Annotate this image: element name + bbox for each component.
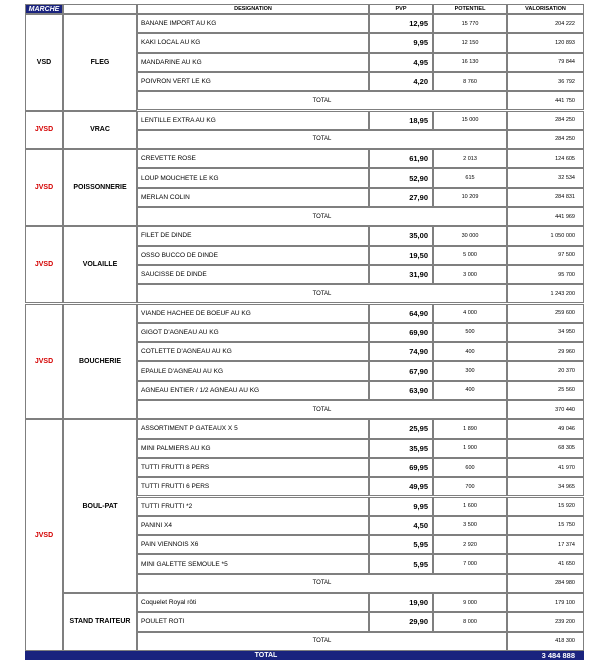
item-designation: LENTILLE EXTRA AU KG	[137, 111, 369, 130]
section-name: POISSONNERIE	[63, 149, 137, 226]
section-total-value: 418 300	[507, 632, 584, 651]
item-potentiel: 600	[433, 458, 507, 477]
item-pvp: 29,90	[369, 612, 433, 631]
item-valorisation: 32 534	[507, 168, 584, 187]
section-total-value: 370 440	[507, 400, 584, 419]
item-pvp: 31,90	[369, 265, 433, 284]
item-pvp: 35,00	[369, 226, 433, 245]
section-name: FLEG	[63, 14, 137, 111]
item-designation: KAKI LOCAL AU KG	[137, 33, 369, 52]
item-designation: AGNEAU ENTIER / 1/2 AGNEAU AU KG	[137, 381, 369, 400]
section-total-label: TOTAL	[137, 632, 507, 651]
item-valorisation: 41 650	[507, 554, 584, 573]
item-pvp: 9,95	[369, 497, 433, 516]
item-valorisation: 41 970	[507, 458, 584, 477]
item-valorisation: 79 844	[507, 53, 584, 72]
item-valorisation: 179 100	[507, 593, 584, 612]
item-valorisation: 36 792	[507, 72, 584, 91]
item-designation: MINI PALMIERS AU KG	[137, 439, 369, 458]
item-valorisation: 34 950	[507, 323, 584, 342]
item-pvp: 12,95	[369, 14, 433, 33]
marche-label: JVSD	[25, 149, 63, 226]
item-pvp: 4,20	[369, 72, 433, 91]
item-potentiel: 15 770	[433, 14, 507, 33]
section-name: BOUL-PAT	[63, 419, 137, 593]
table-header	[25, 4, 584, 14]
item-valorisation: 15 750	[507, 516, 584, 535]
item-potentiel: 16 130	[433, 53, 507, 72]
item-valorisation: 259 600	[507, 304, 584, 323]
section-total-value: 1 243 200	[507, 284, 584, 303]
section-total-label: TOTAL	[137, 130, 507, 149]
item-pvp: 4,50	[369, 516, 433, 535]
item-pvp: 19,90	[369, 593, 433, 612]
item-potentiel: 3 500	[433, 516, 507, 535]
marche-label: JVSD	[25, 304, 63, 420]
item-pvp: 63,90	[369, 381, 433, 400]
item-potentiel: 9 000	[433, 593, 507, 612]
item-designation: GIGOT D'AGNEAU AU KG	[137, 323, 369, 342]
item-pvp: 19,50	[369, 246, 433, 265]
item-valorisation: 25 560	[507, 381, 584, 400]
item-designation: MANDARINE AU KG	[137, 53, 369, 72]
grand-total-label: TOTAL	[25, 651, 507, 660]
item-pvp: 69,90	[369, 323, 433, 342]
item-pvp: 67,90	[369, 361, 433, 380]
item-valorisation: 34 965	[507, 477, 584, 496]
item-valorisation: 124 605	[507, 149, 584, 168]
item-pvp: 27,90	[369, 188, 433, 207]
item-potentiel: 3 000	[433, 265, 507, 284]
item-potentiel: 10 209	[433, 188, 507, 207]
item-designation: BANANE IMPORT AU KG	[137, 14, 369, 33]
item-designation: VIANDE HACHEE DE BOEUF AU KG	[137, 304, 369, 323]
marche-label: JVSD	[25, 111, 63, 150]
item-valorisation: 95 700	[507, 265, 584, 284]
item-pvp: 49,95	[369, 477, 433, 496]
item-potentiel: 2 013	[433, 149, 507, 168]
item-potentiel: 1 600	[433, 497, 507, 516]
item-potentiel: 7 000	[433, 554, 507, 573]
item-designation: PANINI X4	[137, 516, 369, 535]
item-designation: MERLAN COLIN	[137, 188, 369, 207]
item-valorisation: 20 370	[507, 361, 584, 380]
item-designation: TUTTI FRUTTI *2	[137, 497, 369, 516]
price-table	[25, 4, 584, 660]
item-potentiel: 15 000	[433, 111, 507, 130]
item-pvp: 69,95	[369, 458, 433, 477]
item-designation: POULET ROTI	[137, 612, 369, 631]
item-designation: ASSORTIMENT P GATEAUX X 5	[137, 419, 369, 438]
header-valorisation: VALORISATION	[507, 4, 584, 14]
item-designation: EPAULE D'AGNEAU AU KG	[137, 361, 369, 380]
item-potentiel: 615	[433, 168, 507, 187]
section-name: VOLAILLE	[63, 226, 137, 303]
item-valorisation: 120 893	[507, 33, 584, 52]
item-pvp: 5,95	[369, 554, 433, 573]
section-total-label: TOTAL	[137, 284, 507, 303]
item-potentiel: 8 760	[433, 72, 507, 91]
item-designation: PAIN VIENNOIS X6	[137, 535, 369, 554]
item-designation: Coquelet Royal rôti	[137, 593, 369, 612]
item-pvp: 52,90	[369, 168, 433, 187]
header-pvp: PVP	[369, 4, 433, 14]
item-designation: LOUP MOUCHETE LE KG	[137, 168, 369, 187]
item-potentiel: 5 000	[433, 246, 507, 265]
item-designation: COTLETTE D'AGNEAU AU KG	[137, 342, 369, 361]
item-valorisation: 17 374	[507, 535, 584, 554]
item-pvp: 9,95	[369, 33, 433, 52]
header-section-spacer	[63, 4, 137, 14]
item-designation: TUTTI FRUTTI 6 PERS	[137, 477, 369, 496]
item-valorisation: 239 200	[507, 612, 584, 631]
item-pvp: 25,95	[369, 419, 433, 438]
item-valorisation: 284 831	[507, 188, 584, 207]
section-total-label: TOTAL	[137, 574, 507, 593]
item-potentiel: 30 000	[433, 226, 507, 245]
item-pvp: 61,90	[369, 149, 433, 168]
item-designation: MINI GALETTE SEMOULE *5	[137, 554, 369, 573]
header-designation: DESIGNATION	[137, 4, 369, 14]
item-pvp: 35,95	[369, 439, 433, 458]
marche-label: VSD	[25, 14, 63, 111]
marche-label: JVSD	[25, 226, 63, 303]
item-potentiel: 8 000	[433, 612, 507, 631]
item-pvp: 64,90	[369, 304, 433, 323]
item-pvp: 5,95	[369, 535, 433, 554]
section-total-label: TOTAL	[137, 400, 507, 419]
item-valorisation: 284 250	[507, 111, 584, 130]
section-total-value: 284 250	[507, 130, 584, 149]
item-valorisation: 68 305	[507, 439, 584, 458]
section-total-value: 441 969	[507, 207, 584, 226]
item-potentiel: 2 920	[433, 535, 507, 554]
item-pvp: 18,95	[369, 111, 433, 130]
item-designation: CREVETTE ROSE	[137, 149, 369, 168]
item-potentiel: 700	[433, 477, 507, 496]
item-pvp: 4,95	[369, 53, 433, 72]
item-potentiel: 500	[433, 323, 507, 342]
item-valorisation: 1 050 000	[507, 226, 584, 245]
item-valorisation: 15 920	[507, 497, 584, 516]
section-total-value: 284 980	[507, 574, 584, 593]
grand-total-value: 3 484 888	[507, 651, 584, 660]
item-potentiel: 400	[433, 381, 507, 400]
item-valorisation: 204 222	[507, 14, 584, 33]
item-potentiel: 1 890	[433, 419, 507, 438]
section-total-value: 441 750	[507, 91, 584, 110]
item-potentiel: 4 000	[433, 304, 507, 323]
item-pvp: 74,90	[369, 342, 433, 361]
header-potentiel: POTENTIEL	[433, 4, 507, 14]
item-potentiel: 400	[433, 342, 507, 361]
item-designation: FILET DE DINDE	[137, 226, 369, 245]
section-total-label: TOTAL	[137, 91, 507, 110]
section-name: STAND TRAITEUR	[63, 593, 137, 651]
section-total-label: TOTAL	[137, 207, 507, 226]
grand-total-row	[25, 651, 584, 660]
section-name: VRAC	[63, 111, 137, 150]
item-potentiel: 12 150	[433, 33, 507, 52]
marche-label: JVSD	[25, 419, 63, 651]
item-valorisation: 29 960	[507, 342, 584, 361]
item-designation: POIVRON VERT LE KG	[137, 72, 369, 91]
item-designation: TUTTI FRUTTI 8 PERS	[137, 458, 369, 477]
item-potentiel: 300	[433, 361, 507, 380]
item-valorisation: 49 046	[507, 419, 584, 438]
item-designation: OSSO BUCCO DE DINDE	[137, 246, 369, 265]
item-potentiel: 1 900	[433, 439, 507, 458]
item-valorisation: 97 500	[507, 246, 584, 265]
item-designation: SAUCISSE DE DINDE	[137, 265, 369, 284]
header-marche: MARCHE	[25, 4, 63, 14]
section-name: BOUCHERIE	[63, 304, 137, 420]
